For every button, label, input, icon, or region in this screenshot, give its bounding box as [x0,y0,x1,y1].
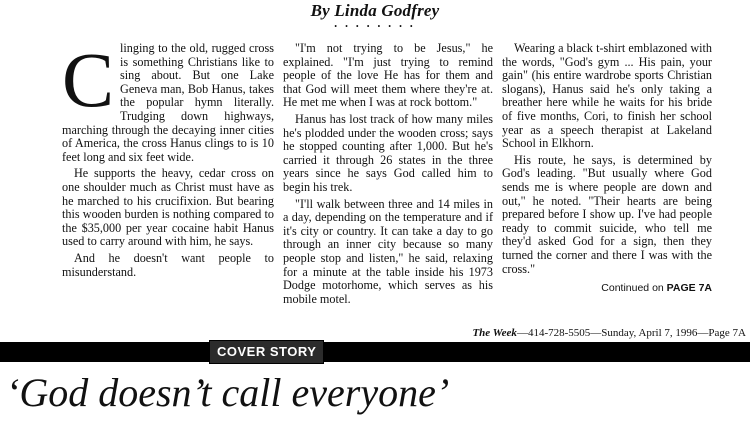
paragraph: Wearing a black t-shirt emblazoned with the words, "God's gym ... His pain, your gain" (his entire wardrobe sports Christian slogans), Hanus said he's only taking a breather here while he waits for his bride of five months, Cori, to finish her school year as a speech therapist at Lakeland School in Elkhorn. [502,41,712,151]
paragraph: "I'm not trying to be Jesus," he explained. "I'm just trying to remind people of the love He has for them and that God will meet them where they're at. He met me when I was at rock bottom." [283,41,493,110]
continued-prefix: Continued on [601,282,664,295]
section-bar [0,342,750,362]
paragraph: And he doesn't want people to misunderstand. [62,250,274,279]
footer-details: —414-728-5505—Sunday, April 7, 1996—Page 7A [516,327,746,339]
continued-notice [502,282,712,296]
ornament-dots: • • • • • • • • [334,22,416,31]
section-tag: COVER STORY [209,340,324,364]
paragraph: Clinging to the old, rugged cross is something Christians like to sing about. But one Lake Geneva man, Bob Hanus, takes the popular hymn literally. Trudging down highways, marching through the decaying inner cities of America, the cross Hanus clings to is 10 feet long and six feet wide. [62,36,274,164]
article-column-1 [62,36,274,282]
continued-page: PAGE 7A [666,282,712,295]
page-footer [472,327,746,339]
paragraph: He supports the heavy, cedar cross on one shoulder much as Christ must have as he marched to his crucifixion. But bearing this wooden burden is nothing compared to the $35,000 per year cocaine habit Hanus used to carry around with him, he says. [62,166,274,249]
paragraph: His route, he says, is determined by God's leading. "But usually where God sends me is where people are down and out," he noted. "Their hearts are being prepared before I show up. I've had people ready to commit suicide, who tell me they'd asked God for a sign, then they turned the corner and there I was with the cross." [502,152,712,276]
article-column-3 [502,42,712,296]
article-column-2 [283,42,493,309]
publication-name: The Week [472,327,517,339]
byline: By Linda Godfrey [310,1,440,20]
paragraph: Hanus has lost track of how many miles he's plodded under the wooden cross; says he stopped counting after 1,000. But he's carried it through 26 states in the three years since he says God called him to begin his trek. [283,111,493,194]
drop-cap: C [62,36,115,123]
headline: ‘God doesn’t call everyone’ [6,370,450,415]
paragraph: "I'll walk between three and 14 miles in a day, depending on the temperature and if it's city or country. It can take a day to go through an inner city because so many people stop and listen," he said, relaxing for a minute at the table inside his 1973 Dodge motorhome, which serves as his mobile motel. [283,196,493,306]
